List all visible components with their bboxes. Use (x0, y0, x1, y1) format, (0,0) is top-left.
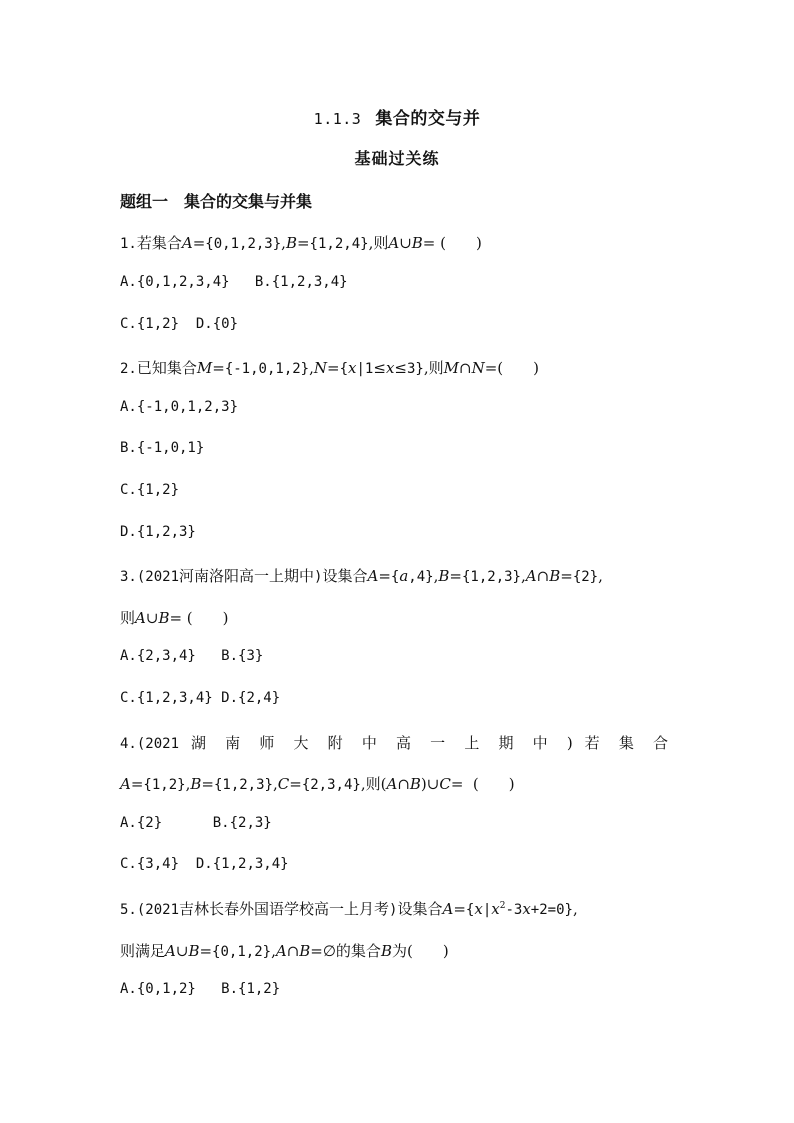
question-1-option-c: C.{1,2} (120, 316, 180, 332)
question-4-option-d: D.{1,2,3,4} (195, 856, 289, 872)
question-3-stem-line-1: 3.(2021河南洛阳高一上期中)设集合A={a,4},B={1,2,3},A∩B={2}, (120, 567, 603, 585)
question-5-option-b: B.{1,2} (221, 981, 281, 997)
question-3-options-cd (120, 690, 280, 706)
question-4-stem-line-1: 4.(2021 湖 南 师 大 附 中 高 一 上 期 中 ) 若 集 合 (120, 734, 668, 752)
question-4-options-cd (120, 856, 289, 872)
question-3-option-c: C.{1,2,3,4} (120, 690, 213, 706)
question-1-option-b: B.{1,2,3,4} (254, 274, 348, 290)
question-1-option-a: A.{0,1,2,3,4} (120, 274, 230, 290)
question-5-stem-line-2: 则满足A∪B={0,1,2},A∩B=∅的集合B为( ) (120, 942, 449, 960)
question-4-option-a: A.{2} (120, 815, 163, 831)
question-3-option-d: D.{2,4} (221, 690, 281, 706)
section-title: 集合的交与并 (375, 109, 481, 129)
question-1-options-ab (120, 274, 348, 290)
question-5-options-ab (120, 981, 280, 997)
question-2-option-c: C.{1,2} (120, 482, 180, 498)
question-3-option-b: B.{3} (221, 648, 264, 664)
question-2-option-b: B.{-1,0,1} (120, 440, 205, 456)
question-1-option-d: D.{0} (195, 316, 239, 332)
question-3-options-ab (120, 648, 263, 664)
section-number: 1.1.3 (313, 110, 362, 128)
question-1-stem: 1.若集合A={0,1,2,3},B={1,2,4},则A∪B= ( ) (120, 234, 482, 252)
question-5-option-a: A.{0,1,2} (120, 981, 196, 997)
question-4-option-c: C.{3,4} (120, 856, 180, 872)
section-heading (0, 104, 794, 129)
question-2-stem: 2.已知集合M={-1,0,1,2},N={x|1≤x≤3},则M∩N=( ) (120, 359, 539, 377)
question-1-options-cd (120, 316, 238, 332)
subtitle: 基础过关练 (354, 149, 440, 168)
question-2-option-a: A.{-1,0,1,2,3} (120, 399, 239, 415)
question-3-stem-line-2: 则A∪B= ( ) (120, 609, 229, 627)
question-3-option-a: A.{2,3,4} (120, 648, 196, 664)
question-4-option-b: B.{2,3} (212, 815, 272, 831)
question-5-stem-line-1: 5.(2021吉林长春外国语学校高一上月考)设集合$A=\{x|x^2-3x+2=0\}$, (120, 900, 578, 918)
question-4-stem-line-2: A={1,2},B={1,2,3},C={2,3,4},则(A∩B)∪C= ( ) (120, 775, 515, 793)
question-4-options-ab (120, 815, 272, 831)
group-title: 题组一 集合的交集与并集 (120, 192, 313, 211)
question-2-option-d: D.{1,2,3} (120, 524, 196, 540)
